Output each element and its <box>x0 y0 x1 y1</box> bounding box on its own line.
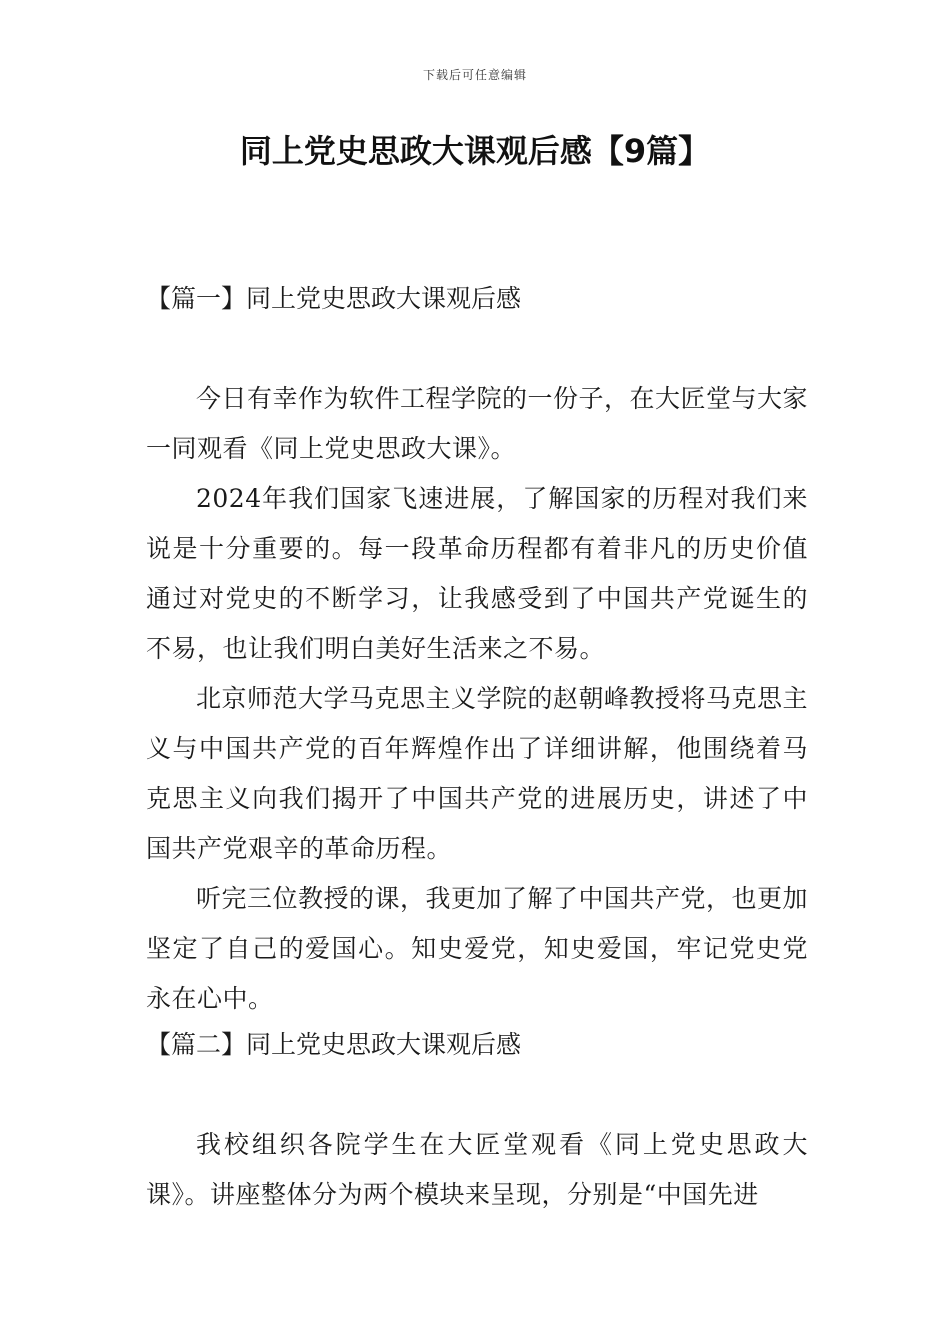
header-note: 下载后可任意编辑 <box>422 68 527 82</box>
section-2 <box>146 1020 808 1070</box>
section-2-body <box>146 1120 808 1220</box>
paragraph: 我校组织各院学生在大匠堂观看《同上党史思政大课》。讲座整体分为两个模块来呈现，分别是“中国先进 <box>146 1130 808 1209</box>
section-heading: 【篇一】同上党史思政大课观后感 <box>146 284 522 313</box>
paragraph: 听完三位教授的课，我更加了解了中国共产党，也更加坚定了自己的爱国心。知史爱党，知史爱国，牢记党史党永在心中。 <box>146 884 809 1013</box>
section-1-body <box>146 374 808 1024</box>
paragraph: 2024年我们国家飞速进展，了解国家的历程对我们来说是十分重要的。每一段革命历程都有着非凡的历史价值通过对党史的不断学习，让我感受到了中国共产党诞生的不易，也让我们明白美好生活来之不易。 <box>146 484 808 663</box>
paragraph: 北京师范大学马克思主义学院的赵朝峰教授将马克思主义与中国共产党的百年辉煌作出了详细讲解，他围绕着马克思主义向我们揭开了中国共产党的进展历史，讲述了中国共产党艰辛的革命历程。 <box>146 684 809 863</box>
section-heading: 【篇二】同上党史思政大课观后感 <box>146 1030 522 1059</box>
document-title: 同上党史思政大课观后感【9篇】 <box>239 132 711 170</box>
paragraph: 今日有幸作为软件工程学院的一份子，在大匠堂与大家一同观看《同上党史思政大课》。 <box>146 384 809 463</box>
section-1 <box>146 274 808 324</box>
